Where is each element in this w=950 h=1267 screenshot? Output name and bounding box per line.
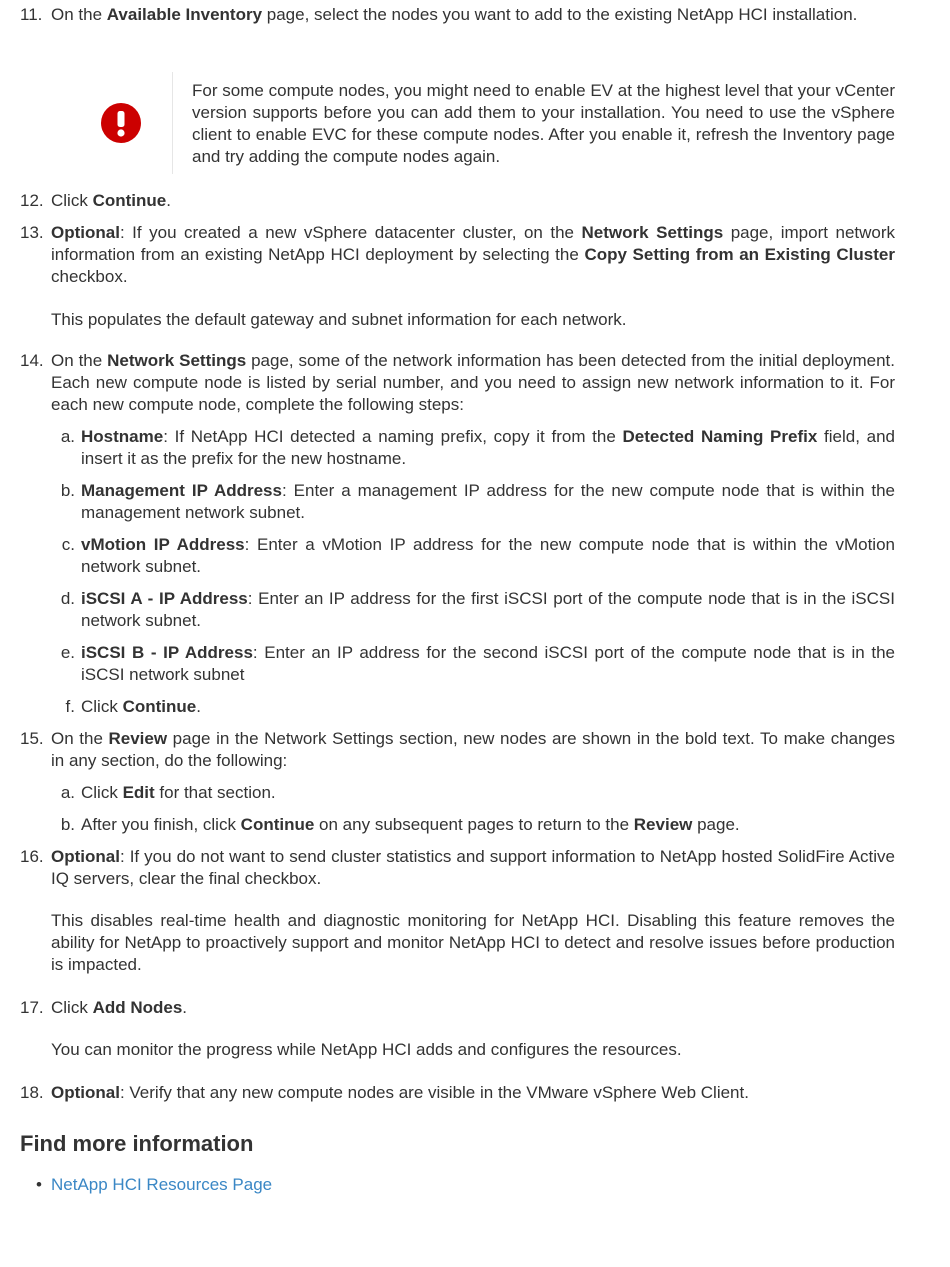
step-text: Click Continue. [51,191,171,210]
step-13 [20,222,895,331]
substep-letter: d. [60,589,75,608]
substep-text: Click Continue. [81,697,201,716]
step-text: On the Network Settings page, some of the network information has been detected from the initial deployment. Each new compute node is listed by serial number, and you need to assign new network information to it. For each new compute node, complete the following steps: [51,351,895,414]
step-16 [20,846,895,976]
substep-14a [51,426,895,470]
substep-letter: a. [60,427,75,446]
step-number: 18. [20,1083,44,1102]
substep-letter: a. [60,783,75,802]
step-number: 14. [20,351,44,370]
substep-14f [51,696,895,718]
step-14 [20,350,895,416]
step-number: 16. [20,847,44,866]
step-text: Optional: If you do not want to send cluster statistics and support information to NetApp hosted SolidFire Active IQ servers, clear the final checkbox. [51,847,895,888]
step-12 [20,190,895,212]
substep-14d [51,588,895,632]
step-text: On the Available Inventory page, select the nodes you want to add to the existing NetApp HCI installation. [51,5,858,24]
step-text: On the Review page in the Network Settings section, new nodes are shown in the bold text. To make changes in any section, do the following: [51,729,895,770]
substep-letter: c. [61,535,75,554]
step-number: 13. [20,223,44,242]
step-note-paragraph: This disables real-time health and diagnostic monitoring for NetApp HCI. Disabling this feature removes the ability for NetApp to proactively support and monitor NetApp HCI to detect and resolve issues before production is impacted. [51,911,895,974]
bullet-marker: • [36,1175,42,1194]
step-note-paragraph: You can monitor the progress while NetApp HCI adds and configures the resources. [51,1040,682,1059]
resources-page-link[interactable]: NetApp HCI Resources Page [51,1175,273,1194]
substep-15b [51,814,895,836]
step-11 [20,4,895,166]
step-17 [20,997,895,1061]
substep-text: After you finish, click Continue on any subsequent pages to return to the Review page. [81,815,740,834]
step-number: 15. [20,729,44,748]
step-text: Optional: Verify that any new compute nodes are visible in the VMware vSphere Web Client. [51,1083,749,1102]
substep-text: iSCSI A - IP Address: Enter an IP address for the first iSCSI port of the compute node that is in the iSCSI network subnet. [81,589,895,630]
substep-15a [51,782,895,804]
substep-text: iSCSI B - IP Address: Enter an IP address for the second iSCSI port of the compute node that is in the iSCSI network subnet [81,643,895,684]
step-text: Click Add Nodes. [51,998,188,1017]
important-note [71,72,895,174]
substep-text: Hostname: If NetApp HCI detected a naming prefix, copy it from the Detected Naming Prefix field, and insert it as the prefix for the new hostname. [81,427,895,468]
step-number: 11. [20,5,43,24]
step-note-paragraph: This populates the default gateway and subnet information for each network. [51,310,627,329]
step-18 [20,1082,895,1104]
substep-text: Click Edit for that section. [81,783,276,802]
step-number: 17. [20,998,44,1017]
step-15 [20,728,895,772]
substep-text: vMotion IP Address: Enter a vMotion IP address for the new compute node that is within the vMotion network subnet. [81,535,895,576]
step-text: Optional: If you created a new vSphere datacenter cluster, on the Network Settings page, import network information from an existing NetApp HCI deployment by selecting the Copy Setting from an Existing Cluster checkbox. [51,223,896,286]
substep-letter: b. [60,481,75,500]
section-heading: Find more information [20,1131,254,1156]
step-number: 12. [20,191,44,210]
note-icon-cell [71,72,173,174]
substep-text: Management IP Address: Enter a management IP address for the new compute node that is within the management network subnet. [81,481,895,522]
substep-14b [51,480,895,524]
exclamation-circle-icon [101,103,141,143]
note-text: For some compute nodes, you might need to enable EV at the highest level that your vCenter version supports before you can add them to your installation. You need to use the vSphere client to enable EVC for these compute nodes. After you enable it, refresh the Inventory page and try adding the compute nodes again. [192,81,895,166]
substep-14e [51,642,895,686]
substep-14c [51,534,895,578]
substep-letter: e. [60,643,75,662]
substep-letter: f. [65,697,75,716]
substep-letter: b. [60,815,75,834]
